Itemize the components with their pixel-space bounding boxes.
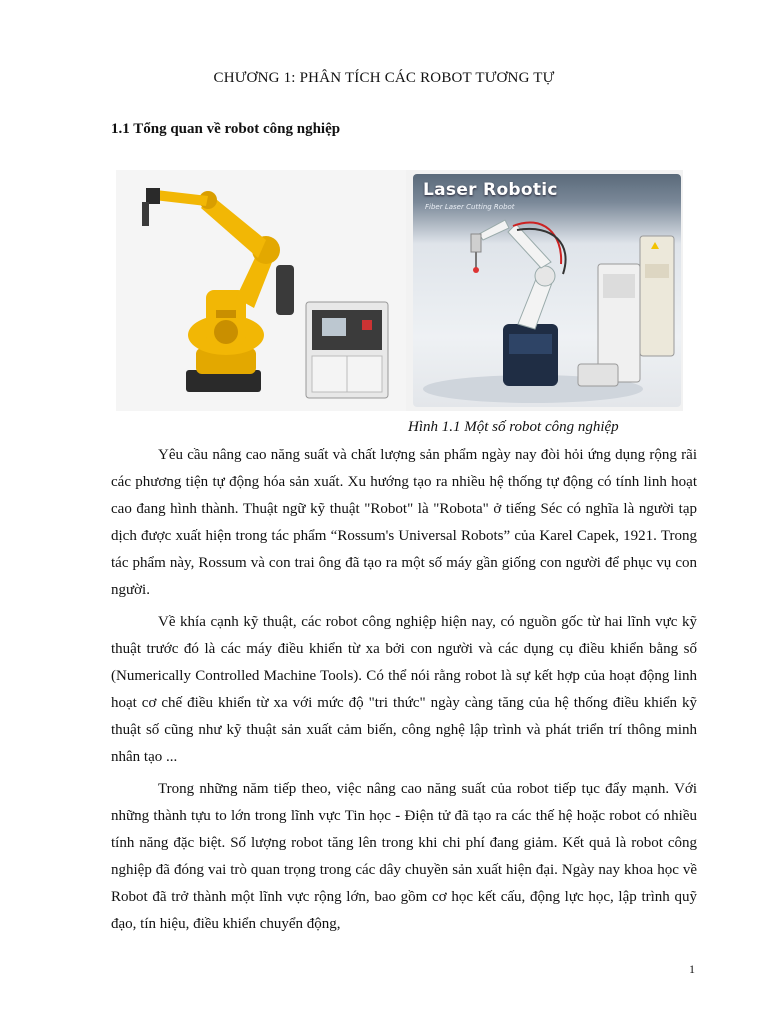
laser-robot-base — [503, 324, 558, 386]
laser-robotic-title: Laser Robotic — [423, 180, 558, 200]
laser-robotic-subtitle: Fiber Laser Cutting Robot — [425, 203, 515, 211]
yellow-robot-illustration — [116, 170, 406, 411]
paragraph: Về khía cạnh kỹ thuật, các robot công nghiệp hiện nay, có nguồn gốc từ hai lĩnh vực kỹ thuật trước đó là các máy điều khiển từ xa bởi con người và các dụng cụ điều khiển bằng số (Numerically Controlled Machine Tools). Có thể nói rằng robot là sự kết hợp của hoạt động linh hoạt cơ chế điều khiển từ xa với mức độ "tri thức" ngày càng tăng của hệ thống điều khiển kỹ thuật số cũng như kỹ thuật sản xuất cảm biến, công nghệ lập trình và phát triển trí thông minh nhân tạo ... — [111, 614, 697, 765]
body-text — [111, 442, 697, 943]
page-number: 1 — [689, 962, 695, 976]
laser-cabinet-right — [640, 236, 674, 356]
figure-industrial-robots — [116, 170, 683, 411]
laser-robotic-image — [413, 174, 681, 407]
yellow-robot-image — [116, 170, 406, 411]
paragraph: Trong những năm tiếp theo, việc nâng cao năng suất của robot tiếp tục đẩy mạnh. Với những thành tựu to lớn trong lĩnh vực Tin học - Điện tử đã tạo ra các thế hệ hoặc robot có nhiều tính năng đặc biệt. Số lượng robot tăng lên trong khi chi phí đang giảm. Kết quả là robot công nghiệp đã đóng vai trò quan trọng trong các dây chuyền sản xuất hiện đại. Ngày nay khoa học về Robot đã trở thành một lĩnh vực rộng lớn, bao gồm cơ học kết cấu, động lực học, lập trình quỹ đạo, tín hiệu, điều khiển chuyển động, — [111, 781, 697, 932]
figure-caption: Hình 1.1 Một số robot công nghiệp — [408, 419, 619, 435]
paragraph: Yêu cầu nâng cao năng suất và chất lượng sản phẩm ngày nay đòi hỏi ứng dụng rộng rãi các phương tiện tự động hóa sản xuất. Xu hướng tạo ra nhiều hệ thống tự động có tính linh hoạt cao đang hình thành. Thuật ngữ kỹ thuật "Robot" là "Robota" ở tiếng Séc có nghĩa là người tạp dịch được xuất hiện trong tác phẩm “Rossum's Universal Robots” của Karel Capek, 1921. Trong tác phẩm này, Rossum và con trai ông đã tạo ra một số máy gần giống con người để phục vụ con người. — [111, 447, 697, 598]
section-heading: 1.1 Tổng quan về robot công nghiệp — [111, 121, 341, 137]
chapter-title: CHƯƠNG 1: PHÂN TÍCH CÁC ROBOT TƯƠNG TỰ — [213, 70, 555, 86]
